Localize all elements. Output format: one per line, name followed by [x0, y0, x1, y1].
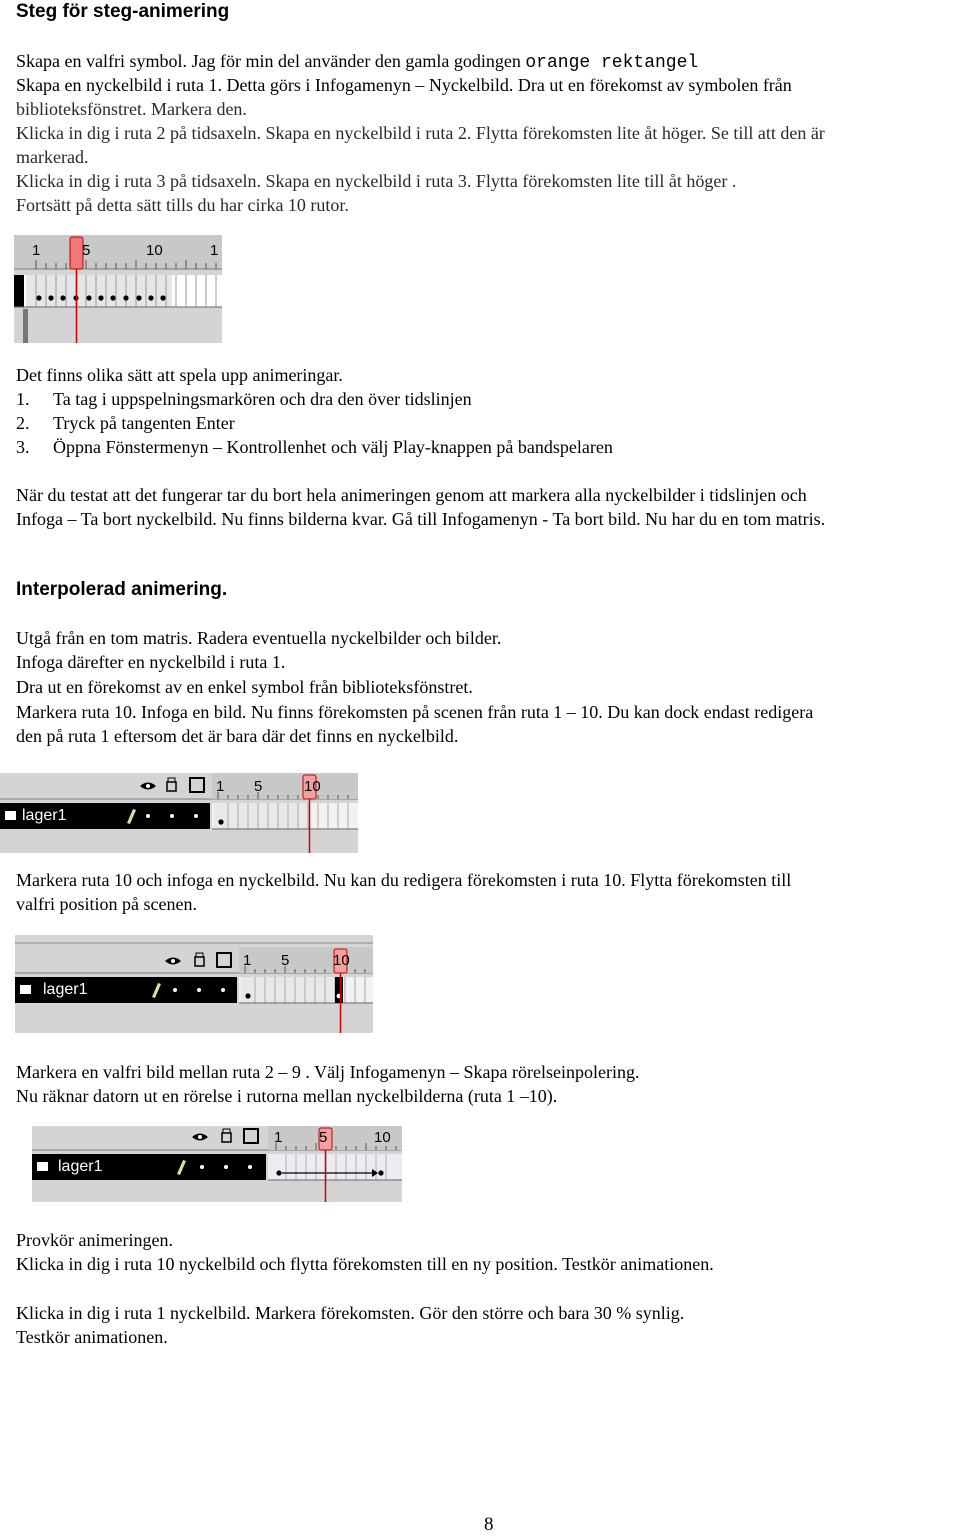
tick-label: 1: [210, 242, 219, 259]
paragraph-line: markerad.: [16, 147, 89, 167]
tick-label: 5: [82, 242, 91, 259]
paragraph-line: Utgå från en tom matris. Radera eventuella nyckelbilder och bilder.: [16, 628, 502, 648]
page-number: 8: [484, 1514, 494, 1535]
tick-label: 1: [32, 242, 41, 259]
paragraph-line: Provkör animeringen.: [16, 1230, 173, 1250]
paragraph-line: Markera ruta 10. Infoga en bild. Nu finns förekomsten på scenen från ruta 1 – 10. Du kan dock endast redigera: [16, 702, 814, 722]
paragraph-line: Klicka in dig i ruta 3 på tidsaxeln. Skapa en nyckelbild i ruta 3. Flytta förekomsten lite till åt höger .: [16, 171, 737, 191]
list-text: Öppna Fönstermenyn – Kontrollenhet och välj Play-knappen på bandspelaren: [53, 437, 613, 457]
paragraph-line: Infoga därefter en nyckelbild i ruta 1.: [16, 652, 286, 672]
code-span: orange rektangel: [525, 53, 699, 73]
list-item: [16, 435, 613, 459]
paragraph-line: valfri position på scenen.: [16, 894, 197, 914]
paragraph-line: biblioteksfönstret. Markera den.: [16, 99, 247, 119]
heading-steg-for-steg: Steg för steg-animering: [16, 1, 230, 22]
list-text: Ta tag i uppspelningsmarkören och dra den över tidslinjen: [53, 389, 472, 409]
paragraph-line: När du testat att det fungerar tar du bort hela animeringen genom att markera alla nyckelbilder i tidslinjen och: [16, 485, 807, 505]
layer-name: lager1: [58, 1158, 103, 1175]
tick-label: 5: [281, 952, 290, 969]
text-span: Skapa en valfri symbol. Jag för min del använder den gamla godingen: [16, 51, 526, 71]
tick-label: 10: [333, 952, 350, 969]
timeline-screenshot-4: [32, 1126, 402, 1202]
timeline-screenshot-3: [15, 935, 373, 1033]
tick-label: 5: [319, 1129, 328, 1146]
paragraph-line: Dra ut en förekomst av en enkel symbol från biblioteksfönstret.: [16, 677, 473, 697]
paragraph-line: Fortsätt på detta sätt tills du har cirka 10 rutor.: [16, 195, 349, 215]
timeline-graphic: [14, 235, 222, 343]
timeline-screenshot-1: [14, 235, 222, 343]
tick-label: 10: [146, 242, 163, 259]
list-text: Tryck på tangenten Enter: [53, 413, 235, 433]
paragraph-line: [16, 49, 698, 75]
paragraph-line: Markera en valfri bild mellan ruta 2 – 9 . Välj Infogamenyn – Skapa rörelseinpolering.: [16, 1062, 640, 1082]
heading-interpolerad: Interpolerad animering.: [16, 579, 228, 600]
tick-label: 5: [254, 778, 263, 795]
tick-label: 10: [304, 778, 321, 795]
list-number: 1.: [16, 389, 30, 409]
tick-label: 1: [274, 1129, 283, 1146]
paragraph-line: Infoga – Ta bort nyckelbild. Nu finns bilderna kvar. Gå till Infogamenyn - Ta bort bild. Nu har du en tom matris.: [16, 509, 826, 529]
tick-label: 10: [374, 1129, 391, 1146]
list-number: 2.: [16, 413, 30, 433]
paragraph-line: Testkör animationen.: [16, 1327, 168, 1347]
list-number: 3.: [16, 437, 30, 457]
layer-name: lager1: [22, 807, 67, 824]
timeline-screenshot-2: [0, 773, 358, 853]
list-item: [16, 387, 472, 411]
paragraph-line: Markera ruta 10 och infoga en nyckelbild. Nu kan du redigera förekomsten i ruta 10. Flytta förekomsten till: [16, 870, 792, 890]
paragraph-line: Klicka in dig i ruta 1 nyckelbild. Markera förekomsten. Gör den större och bara 30 % synlig.: [16, 1303, 685, 1323]
layer-name: lager1: [43, 981, 88, 998]
tick-label: 1: [216, 778, 225, 795]
paragraph-line: Det finns olika sätt att spela upp animeringar.: [16, 365, 343, 385]
list-item: [16, 411, 235, 435]
paragraph-line: Skapa en nyckelbild i ruta 1. Detta görs i Infogamenyn – Nyckelbild. Dra ut en förekomst av symbolen från: [16, 75, 792, 95]
paragraph-line: Klicka in dig i ruta 10 nyckelbild och flytta förekomsten till en ny position. Testkör animationen.: [16, 1254, 714, 1274]
tick-label: 1: [243, 952, 252, 969]
paragraph-line: den på ruta 1 eftersom det är bara där det finns en nyckelbild.: [16, 726, 459, 746]
paragraph-line: Nu räknar datorn ut en rörelse i rutorna mellan nyckelbilderna (ruta 1 –10).: [16, 1086, 558, 1106]
paragraph-line: Klicka in dig i ruta 2 på tidsaxeln. Skapa en nyckelbild i ruta 2. Flytta förekomsten lite åt höger. Se till att den är: [16, 123, 825, 143]
